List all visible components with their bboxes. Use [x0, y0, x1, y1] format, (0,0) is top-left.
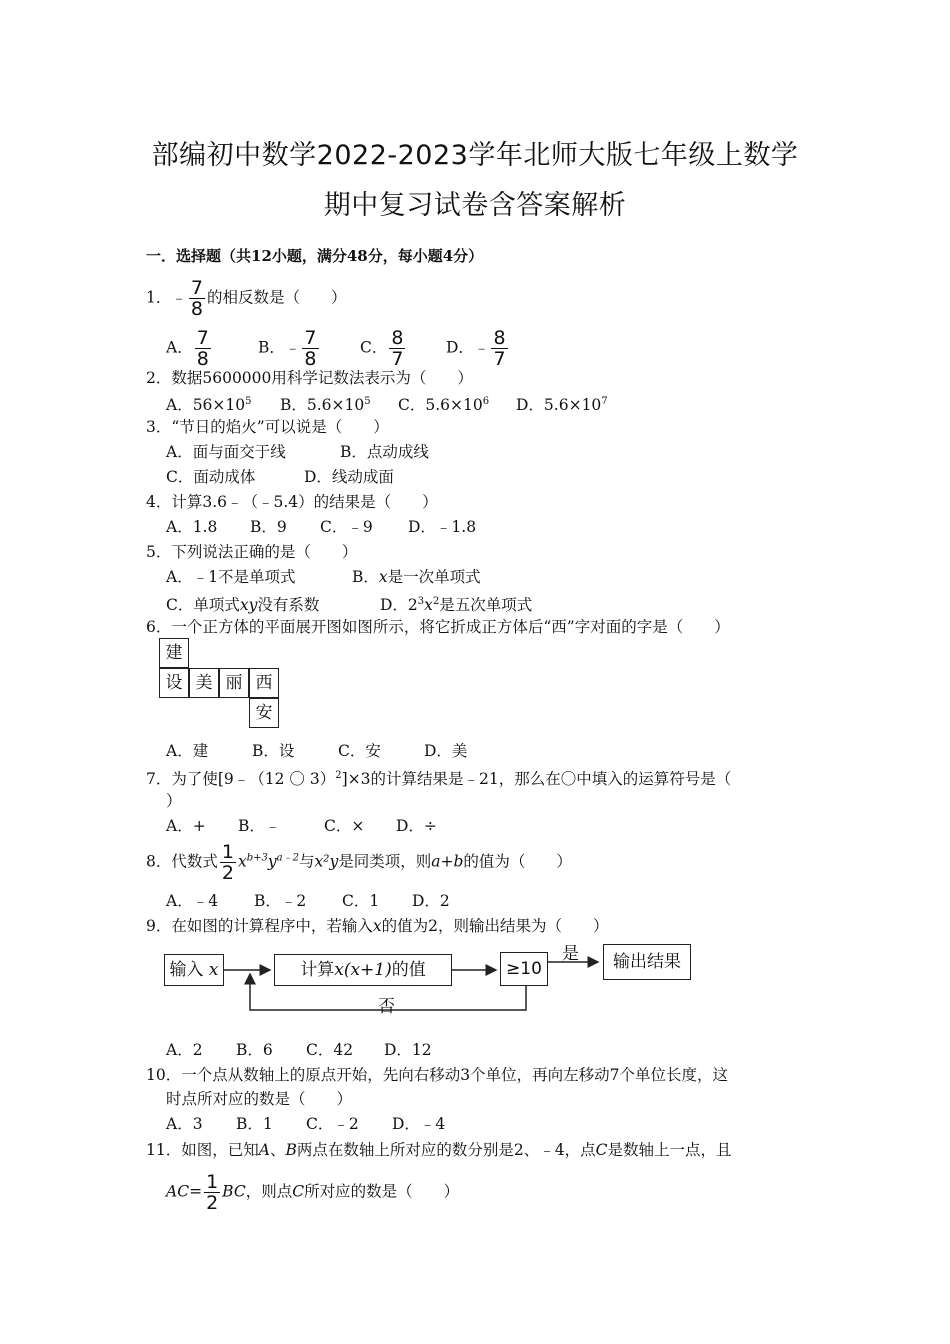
page-title-line2: 期中复习试卷含答案解析: [323, 190, 627, 221]
q8-option-b[interactable]: B．﹣2: [254, 892, 307, 910]
q4-option-c[interactable]: C．﹣9: [320, 518, 373, 536]
flow-condition-box: ≥10: [500, 952, 548, 986]
q5-option-c[interactable]: C．单项式xy没有系数: [166, 596, 320, 615]
question-6: 6．一个正方体的平面展开图如图所示，将它折成正方体后“西”字对面的字是（ ）: [146, 618, 730, 636]
net-cell: 丽: [219, 668, 249, 698]
q5-option-b[interactable]: B．x是一次单项式: [352, 568, 481, 586]
question-1: [146, 278, 347, 319]
q3-option-b[interactable]: B．点动成线: [340, 443, 429, 461]
q4-options: [166, 516, 476, 538]
q10-options: [166, 1113, 445, 1135]
question-9: 9．在如图的计算程序中，若输入x的值为2，则输出结果为（ ）: [146, 917, 609, 935]
q4-option-d[interactable]: D．﹣1.8: [408, 518, 477, 536]
q7-text-cont: ）: [166, 792, 182, 810]
q1-option-a[interactable]: A． $\frac{7}{8}$: [166, 327, 209, 370]
question-10-cont: 时点所对应的数是（ ）: [166, 1090, 353, 1108]
q2-option-d[interactable]: D．$5.6\times 10^7$: [516, 396, 608, 415]
net-cell: 设: [159, 668, 189, 698]
q5-options-row2: [166, 591, 532, 616]
q5-options-row1: [166, 566, 481, 588]
q4-option-a[interactable]: A．1.8: [166, 518, 218, 536]
page-title-line1: 部编初中数学2022-2023学年北师大版七年级上数学: [151, 140, 799, 171]
q1-option-d[interactable]: D．﹣ $\frac{8}{7}$: [446, 327, 506, 370]
q7-option-c[interactable]: C．×: [324, 817, 365, 835]
q3-option-c[interactable]: C．面动成体: [166, 468, 256, 486]
net-cell: 西: [249, 668, 279, 698]
question-5: 5．下列说法正确的是（ ）: [146, 543, 358, 561]
q3-option-d[interactable]: D．线动成面: [304, 468, 394, 486]
q10-option-c[interactable]: C．﹣2: [306, 1115, 359, 1133]
q1-sign: ﹣: [171, 288, 187, 307]
q1-options: [166, 328, 510, 369]
q8-option-c[interactable]: C．1: [342, 892, 380, 910]
flow-yes-label: 是: [562, 944, 579, 964]
question-2: 2．数据5600000用科学记数法表示为（ ）: [146, 369, 473, 387]
q8-option-a[interactable]: A．﹣4: [166, 892, 219, 910]
question-10: 10．一个点从数轴上的原点开始，先向右移动3个单位，再向左移动7个单位长度，这: [146, 1066, 728, 1084]
q2-options: [166, 391, 608, 416]
flow-no-label: 否: [378, 997, 395, 1017]
q8-options: [166, 890, 450, 912]
q6-option-c[interactable]: C．安: [338, 742, 381, 760]
q6-option-a[interactable]: A．建: [166, 742, 209, 760]
q3-option-a[interactable]: A．面与面交于线: [166, 443, 286, 461]
question-8: 8．代数式 $\frac{1}{2}$ $x^{b+3}y^{a﹣2}$与x²y是同类项，则a+b的值为（ ）: [146, 841, 572, 884]
q11-fraction: $\frac{1}{2}$: [206, 1171, 219, 1214]
section-heading: 一．选择题（共12小题，满分48分，每小题4分）: [146, 247, 484, 265]
flow-calc-box: 计算x(x+1)的值: [274, 954, 452, 986]
q1-text: 的相反数是（ ）: [206, 288, 347, 307]
q7-option-a[interactable]: A．+: [166, 817, 206, 835]
q6-option-b[interactable]: B．设: [252, 742, 295, 760]
q2-option-a[interactable]: A．$56\times 10^5$: [166, 396, 252, 415]
question-7: 7．为了使[9﹣（12 〇 3）$^2$]×3的计算结果是﹣21，那么在〇中填入的运算符号是（: [146, 770, 732, 789]
q8-fraction: $\frac{1}{2}$: [221, 841, 234, 884]
net-cell: 建: [159, 638, 189, 668]
q3-options-row1: [166, 441, 429, 463]
q9-option-c[interactable]: C．42: [306, 1041, 354, 1059]
q10-option-d[interactable]: D．﹣4: [392, 1115, 446, 1133]
program-flow-diagram: [160, 940, 700, 1020]
q5-option-d[interactable]: D．$2^3x^2$是五次单项式: [380, 596, 533, 615]
q8-option-d[interactable]: D．2: [412, 892, 450, 910]
net-cell: 美: [189, 668, 219, 698]
q7-option-d[interactable]: D．÷: [396, 817, 437, 835]
q6-option-d[interactable]: D．美: [424, 742, 468, 760]
q9-option-b[interactable]: B．6: [236, 1041, 273, 1059]
q7-options: [166, 815, 437, 837]
question-3: 3．“节日的焰火”可以说是（ ）: [146, 418, 389, 436]
flow-input-box: 输入 x: [164, 954, 224, 986]
q10-option-b[interactable]: B．1: [236, 1115, 273, 1133]
q1-fraction: $\frac{7}{8}$: [190, 277, 203, 320]
q9-option-a[interactable]: A．2: [166, 1041, 203, 1059]
q2-option-c[interactable]: C．$5.6\times 10^6$: [398, 396, 490, 415]
cube-net-diagram: [159, 638, 281, 730]
q5-option-a[interactable]: A．﹣1不是单项式: [166, 568, 296, 586]
q9-options: [166, 1039, 432, 1061]
q1-number: 1．: [146, 288, 172, 307]
flow-output-box: 输出结果: [603, 944, 691, 980]
q2-option-b[interactable]: B．$5.6\times 10^5$: [280, 396, 371, 415]
q1-option-c[interactable]: C． $\frac{8}{7}$: [360, 327, 404, 370]
q1-option-b[interactable]: B．﹣ $\frac{7}{8}$: [258, 327, 317, 370]
q4-option-b[interactable]: B．9: [250, 518, 287, 536]
question-11: 11．如图，已知A、B两点在数轴上所对应的数分别是2、﹣4，点C是数轴上一点，且: [146, 1141, 732, 1159]
q6-options: [166, 740, 467, 762]
question-11-cont: AC= $\frac{1}{2}$ BC，则点C所对应的数是（ ）: [166, 1171, 460, 1214]
q3-options-row2: [166, 466, 394, 488]
net-cell: 安: [249, 698, 279, 728]
q10-option-a[interactable]: A．3: [166, 1115, 203, 1133]
q7-option-b[interactable]: B．﹣: [238, 817, 281, 835]
question-4: 4．计算3.6﹣（﹣5.4）的结果是（ ）: [146, 493, 438, 511]
q9-option-d[interactable]: D．12: [384, 1041, 432, 1059]
